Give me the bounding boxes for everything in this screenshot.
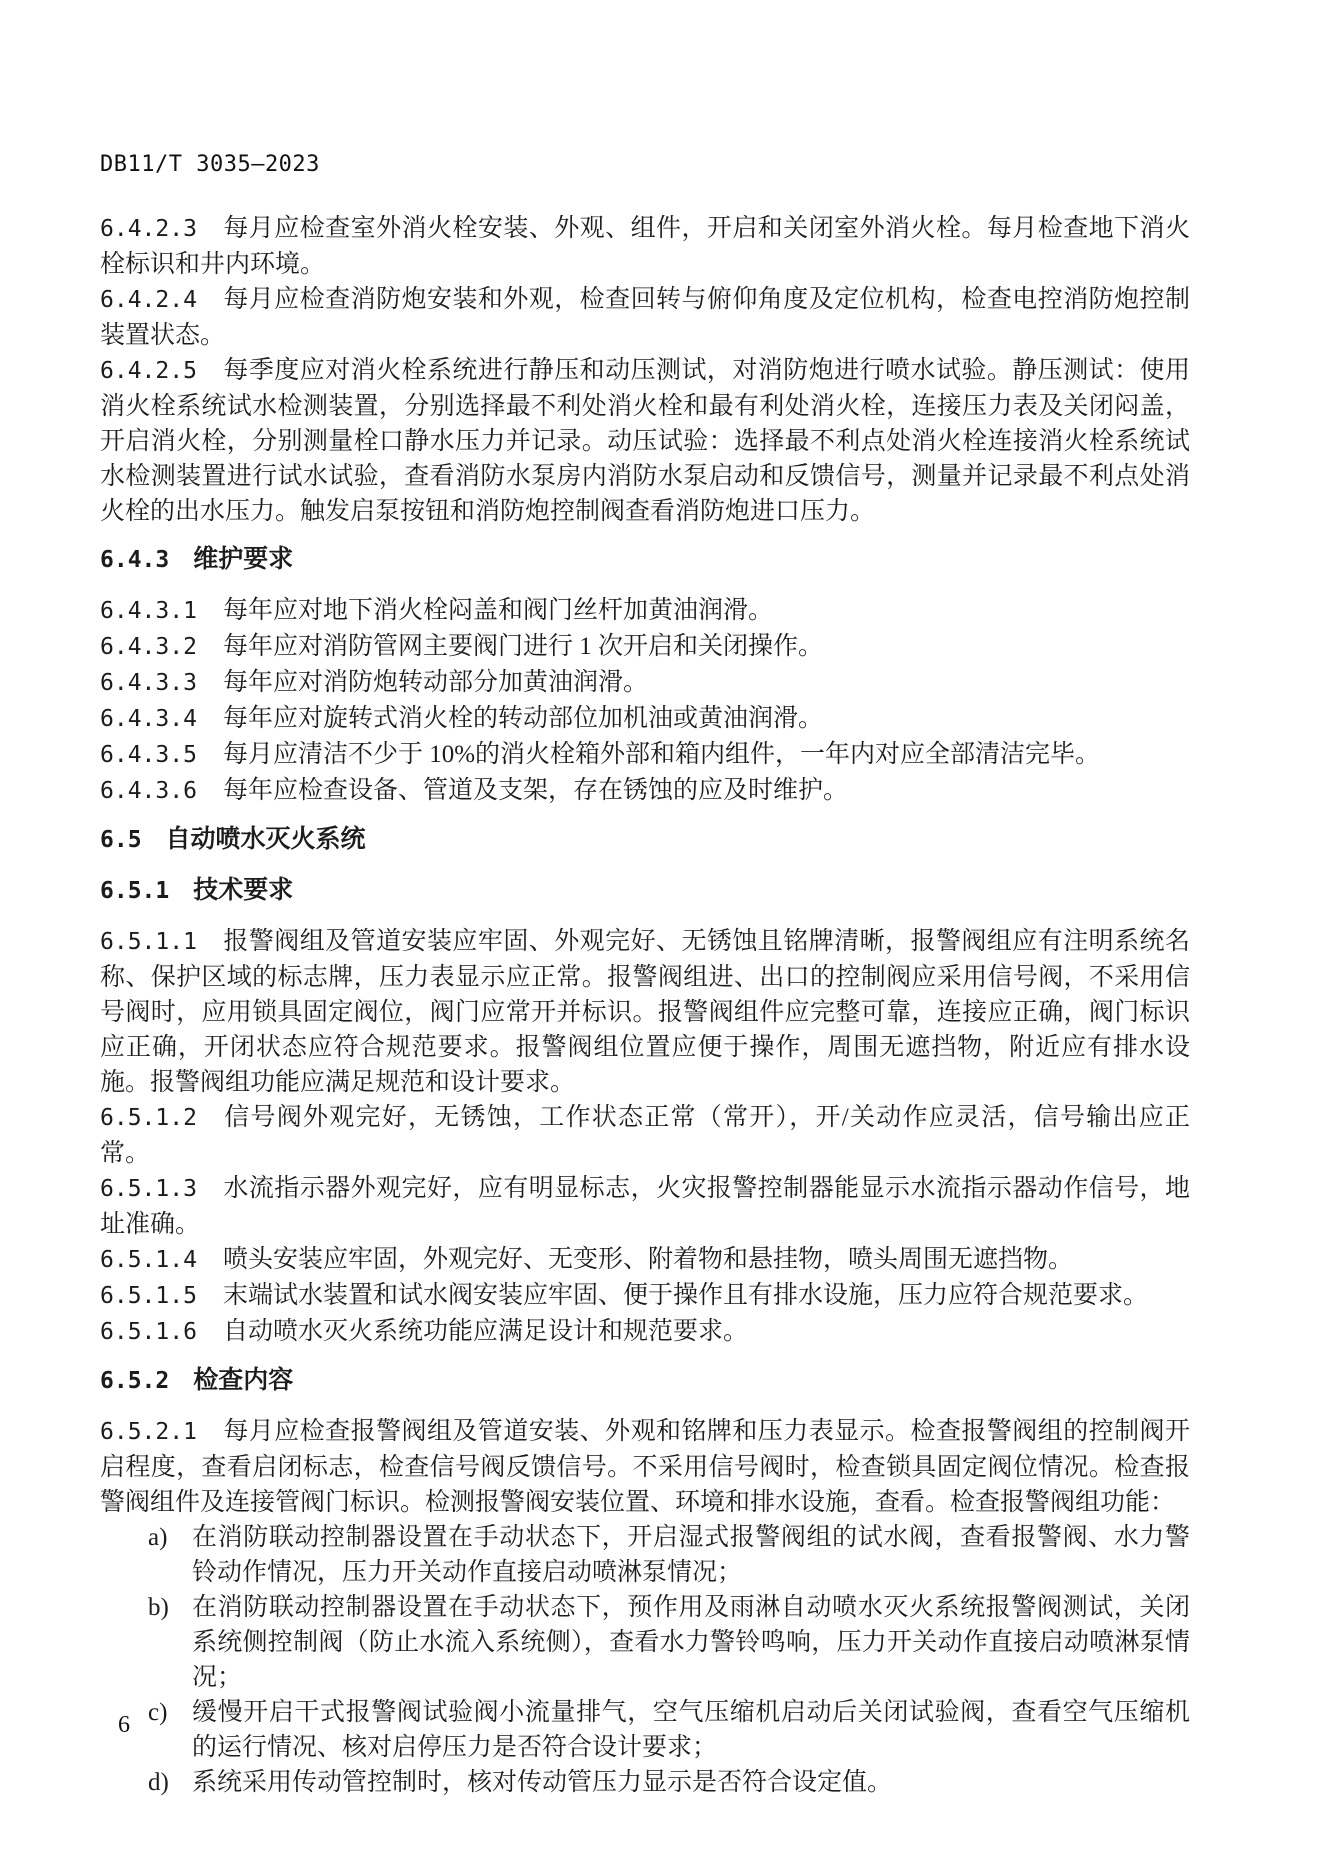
- clause: [100, 773, 1190, 809]
- clause: [100, 1242, 1190, 1278]
- clause-number: 6.4.2.5: [100, 358, 197, 384]
- clause: [100, 1278, 1190, 1314]
- clause-number: 6.4.3.2: [100, 634, 197, 660]
- clause: [100, 629, 1190, 665]
- list-item: [148, 1590, 1190, 1695]
- clause-text: 自动喷水灭火系统功能应满足设计和规范要求。: [222, 1318, 748, 1345]
- clause: [100, 1171, 1190, 1242]
- clause: [100, 924, 1190, 1100]
- clause-number: 6.5.1.5: [100, 1283, 197, 1309]
- clause-number: 6.5.1.4: [100, 1247, 197, 1273]
- clause-number: 6.5.2.1: [100, 1419, 197, 1445]
- section-heading: [100, 1363, 1190, 1399]
- clause-number: 6.4.3.4: [100, 706, 197, 732]
- list-marker: c): [148, 1699, 168, 1726]
- list-item: [148, 1520, 1190, 1590]
- clause: [100, 665, 1190, 701]
- clause-text: 信号阀外观完好，无锈蚀，工作状态正常（常开），开/关动作应灵活，信号输出应正常。: [100, 1104, 1190, 1167]
- section-heading: [100, 822, 1190, 858]
- heading-text: 维护要求: [193, 545, 294, 573]
- clause-number: 6.4.2.4: [100, 287, 197, 313]
- clause: [100, 353, 1190, 529]
- clause: [100, 1414, 1190, 1520]
- list-text: 系统采用传动管控制时，核对传动管压力显示是否符合设定值。: [192, 1769, 893, 1796]
- heading-text: 检查内容: [193, 1366, 294, 1394]
- clause: [100, 282, 1190, 353]
- clause-text: 每月应检查室外消火栓安装、外观、组件，开启和关闭室外消火栓。每月检查地下消火栓标识和井内环境。: [100, 215, 1190, 278]
- clause-text: 水流指示器外观完好，应有明显标志，火灾报警控制器能显示水流指示器动作信号，地址准确。: [100, 1175, 1190, 1238]
- clause: [100, 593, 1190, 629]
- page-footer: [118, 1712, 130, 1739]
- clause-text: 每年应对消防管网主要阀门进行 1 次开启和关闭操作。: [222, 633, 823, 660]
- clause-text: 每年应对地下消火栓闷盖和阀门丝杆加黄油润滑。: [222, 597, 773, 624]
- section-heading: [100, 542, 1190, 578]
- clause-number: 6.4.3.3: [100, 670, 197, 696]
- list-text: 在消防联动控制器设置在手动状态下，预作用及雨淋自动喷水灭火系统报警阀测试，关闭系统侧控制阀（防止水流入系统侧），查看水力警铃鸣响，压力开关动作直接启动喷淋泵情况；: [192, 1594, 1190, 1691]
- list-item: [148, 1765, 1190, 1800]
- heading-number: 6.5.1: [100, 878, 170, 904]
- clause-number: 6.5.1.3: [100, 1176, 197, 1202]
- list-item: [148, 1695, 1190, 1765]
- heading-number: 6.5: [100, 827, 142, 853]
- heading-text: 技术要求: [193, 876, 294, 904]
- page-header: [100, 152, 320, 177]
- clause-text: 末端试水装置和试水阀安装应牢固、便于操作且有排水设施，压力应符合规范要求。: [222, 1282, 1148, 1309]
- clause-text: 每年应对旋转式消火栓的转动部位加机油或黄油润滑。: [222, 705, 823, 732]
- section-heading: [100, 873, 1190, 909]
- list-text: 缓慢开启干式报警阀试验阀小流量排气，空气压缩机启动后关闭试验阀，查看空气压缩机的运行情况、核对启停压力是否符合设计要求；: [192, 1699, 1190, 1761]
- clause-number: 6.5.1.6: [100, 1319, 197, 1345]
- clause-number: 6.4.3.5: [100, 742, 197, 768]
- clause-text: 报警阀组及管道安装应牢固、外观完好、无锈蚀且铭牌清晰，报警阀组应有注明系统名称、保护区域的标志牌，压力表显示应正常。报警阀组进、出口的控制阀应采用信号阀，不采用信号阀时，应用锁具固定阀位，阀门应常开并标识。报警阀组件应完整可靠，连接应正确，阀门标识应正确，开闭状态应符合规范要求。报警阀组位置应便于操作，周围无遮挡物，附近应有排水设施。报警阀组功能应满足规范和设计要求。: [100, 928, 1190, 1096]
- list-marker: b): [148, 1594, 169, 1621]
- heading-number: 6.4.3: [100, 547, 170, 573]
- clause-text: 每月应检查消防炮安装和外观，检查回转与俯仰角度及定位机构，检查电控消防炮控制装置状态。: [100, 286, 1190, 349]
- clause: [100, 1314, 1190, 1350]
- clause: [100, 1100, 1190, 1171]
- clause-text: 每季度应对消火栓系统进行静压和动压测试，对消防炮进行喷水试验。静压测试：使用消火栓系统试水检测装置，分别选择最不利处消火栓和最有利处消火栓，连接压力表及关闭闷盖，开启消火栓，分别测量栓口静水压力并记录。动压试验：选择最不利点处消火栓连接消火栓系统试水检测装置进行试水试验，查看消防水泵房内消防水泵启动和反馈信号，测量并记录最不利点处消火栓的出水压力。触发启泵按钮和消防炮控制阀查看消防炮进口压力。: [100, 357, 1190, 525]
- document-body: [100, 211, 1190, 1800]
- clause-text: 每年应检查设备、管道及支架，存在锈蚀的应及时维护。: [222, 777, 848, 804]
- clause-text: 每年应对消防炮转动部分加黄油润滑。: [222, 669, 648, 696]
- doc-code: DB11/T 3035—2023: [100, 152, 320, 177]
- list-text: 在消防联动控制器设置在手动状态下，开启湿式报警阀组的试水阀，查看报警阀、水力警铃动作情况，压力开关动作直接启动喷淋泵情况；: [192, 1524, 1190, 1586]
- clause-text: 每月应检查报警阀组及管道安装、外观和铭牌和压力表显示。检查报警阀组的控制阀开启程度，查看启闭标志，检查信号阀反馈信号。不采用信号阀时，检查锁具固定阀位情况。检查报警阀组件及连接管阀门标识。检测报警阀安装位置、环境和排水设施，查看。检查报警阀组功能：: [100, 1418, 1190, 1516]
- clause-text: 喷头安装应牢固，外观完好、无变形、附着物和悬挂物，喷头周围无遮挡物。: [222, 1246, 1073, 1273]
- list-marker: a): [148, 1524, 168, 1551]
- clause-number: 6.4.3.1: [100, 598, 197, 624]
- page-number: 6: [118, 1712, 130, 1738]
- clause: [100, 701, 1190, 737]
- clause: [100, 211, 1190, 282]
- clause: [100, 737, 1190, 773]
- heading-text: 自动喷水灭火系统: [165, 825, 366, 853]
- clause-text: 每月应清洁不少于 10%的消火栓箱外部和箱内组件，一年内对应全部清洁完毕。: [222, 741, 1101, 768]
- heading-number: 6.5.2: [100, 1368, 170, 1394]
- clause-number: 6.4.3.6: [100, 778, 197, 804]
- clause-number: 6.5.1.2: [100, 1105, 197, 1131]
- clause-number: 6.4.2.3: [100, 216, 197, 242]
- clause-number: 6.5.1.1: [100, 929, 197, 955]
- list-marker: d): [148, 1769, 169, 1796]
